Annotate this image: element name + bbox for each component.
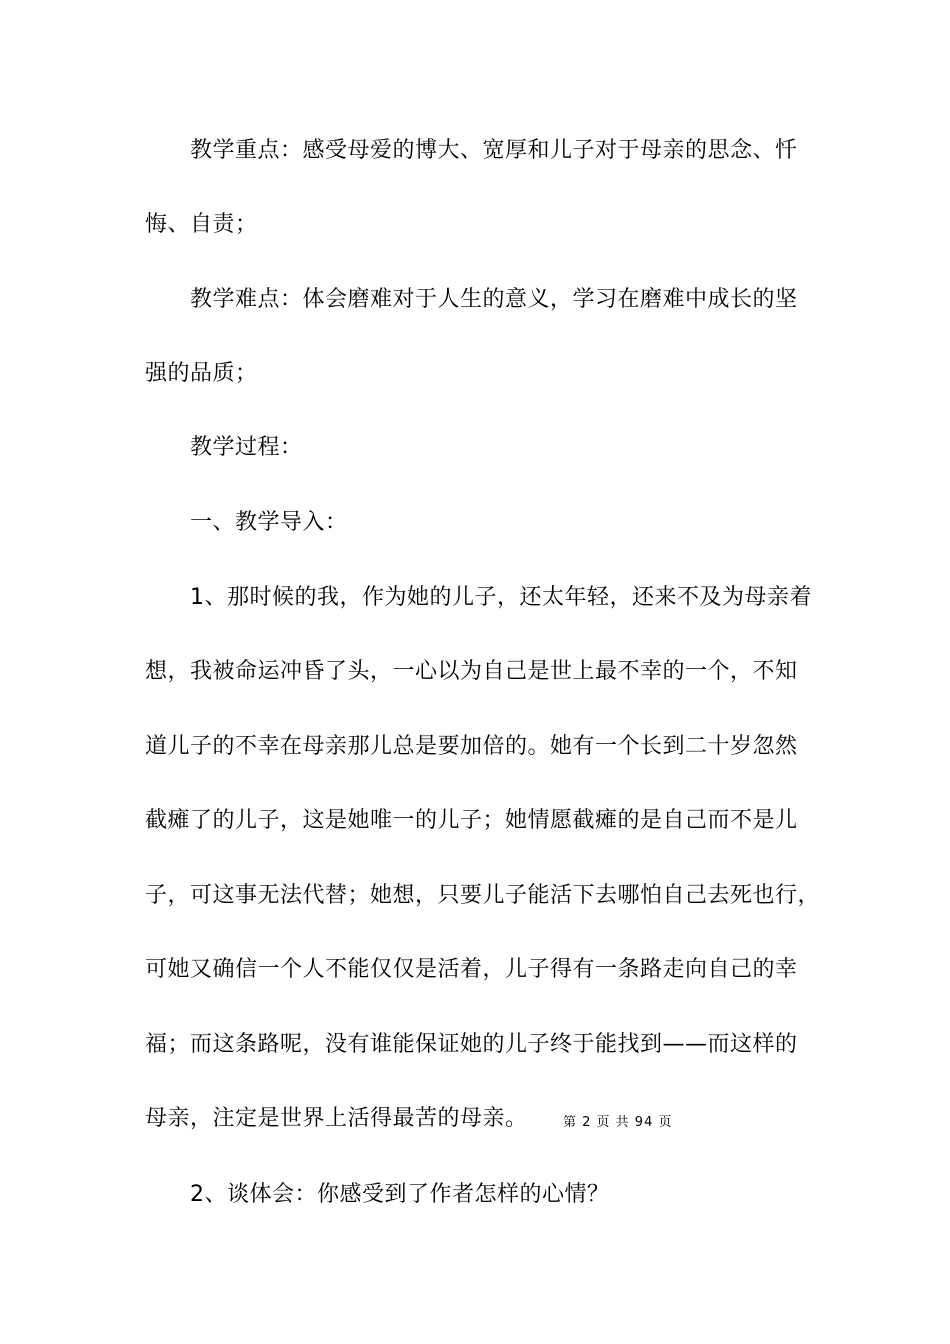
section-heading: 一、教学导入： (190, 510, 348, 535)
paragraph-line: 母亲，注定是世界上活得最苦的母亲。 (145, 1106, 528, 1131)
paragraph-line: 2、谈体会：你感受到了作者怎样的心情？ (190, 1182, 610, 1207)
paragraph-line: 1、那时候的我，作为她的儿子，还太年轻，还来不及为母亲着 (190, 585, 812, 610)
section-heading: 教学过程： (190, 435, 303, 460)
paragraph-line: 悔、自责； (145, 212, 258, 237)
paragraph-line: 教学难点：体会磨难对于人生的意义，学习在磨难中成长的坚 (190, 287, 798, 312)
paragraph-line: 截瘫了的儿子，这是她唯一的儿子；她情愿截瘫的是自己而不是儿 (145, 808, 798, 833)
paragraph-line: 教学重点：感受母爱的博大、宽厚和儿子对于母亲的思念、忏 (190, 138, 798, 163)
paragraph-line: 想，我被命运冲昏了头，一心以为自己是世上最不幸的一个，不知 (145, 659, 798, 684)
paragraph-line: 道儿子的不幸在母亲那儿总是要加倍的。她有一个长到二十岁忽然 (145, 734, 798, 759)
paragraph-line: 强的品质； (145, 361, 258, 386)
paragraph-line: 福；而这条路呢，没有谁能保证她的儿子终于能找到——而这样的 (145, 1032, 798, 1057)
page-number-footer: 第 2 页 共 94 页 (563, 1115, 673, 1130)
paragraph-line: 可她又确信一个人不能仅仅是活着，儿子得有一条路走向自己的幸 (145, 957, 798, 982)
paragraph-line: 子，可这事无法代替；她想，只要儿子能活下去哪怕自己去死也行， (145, 883, 821, 908)
